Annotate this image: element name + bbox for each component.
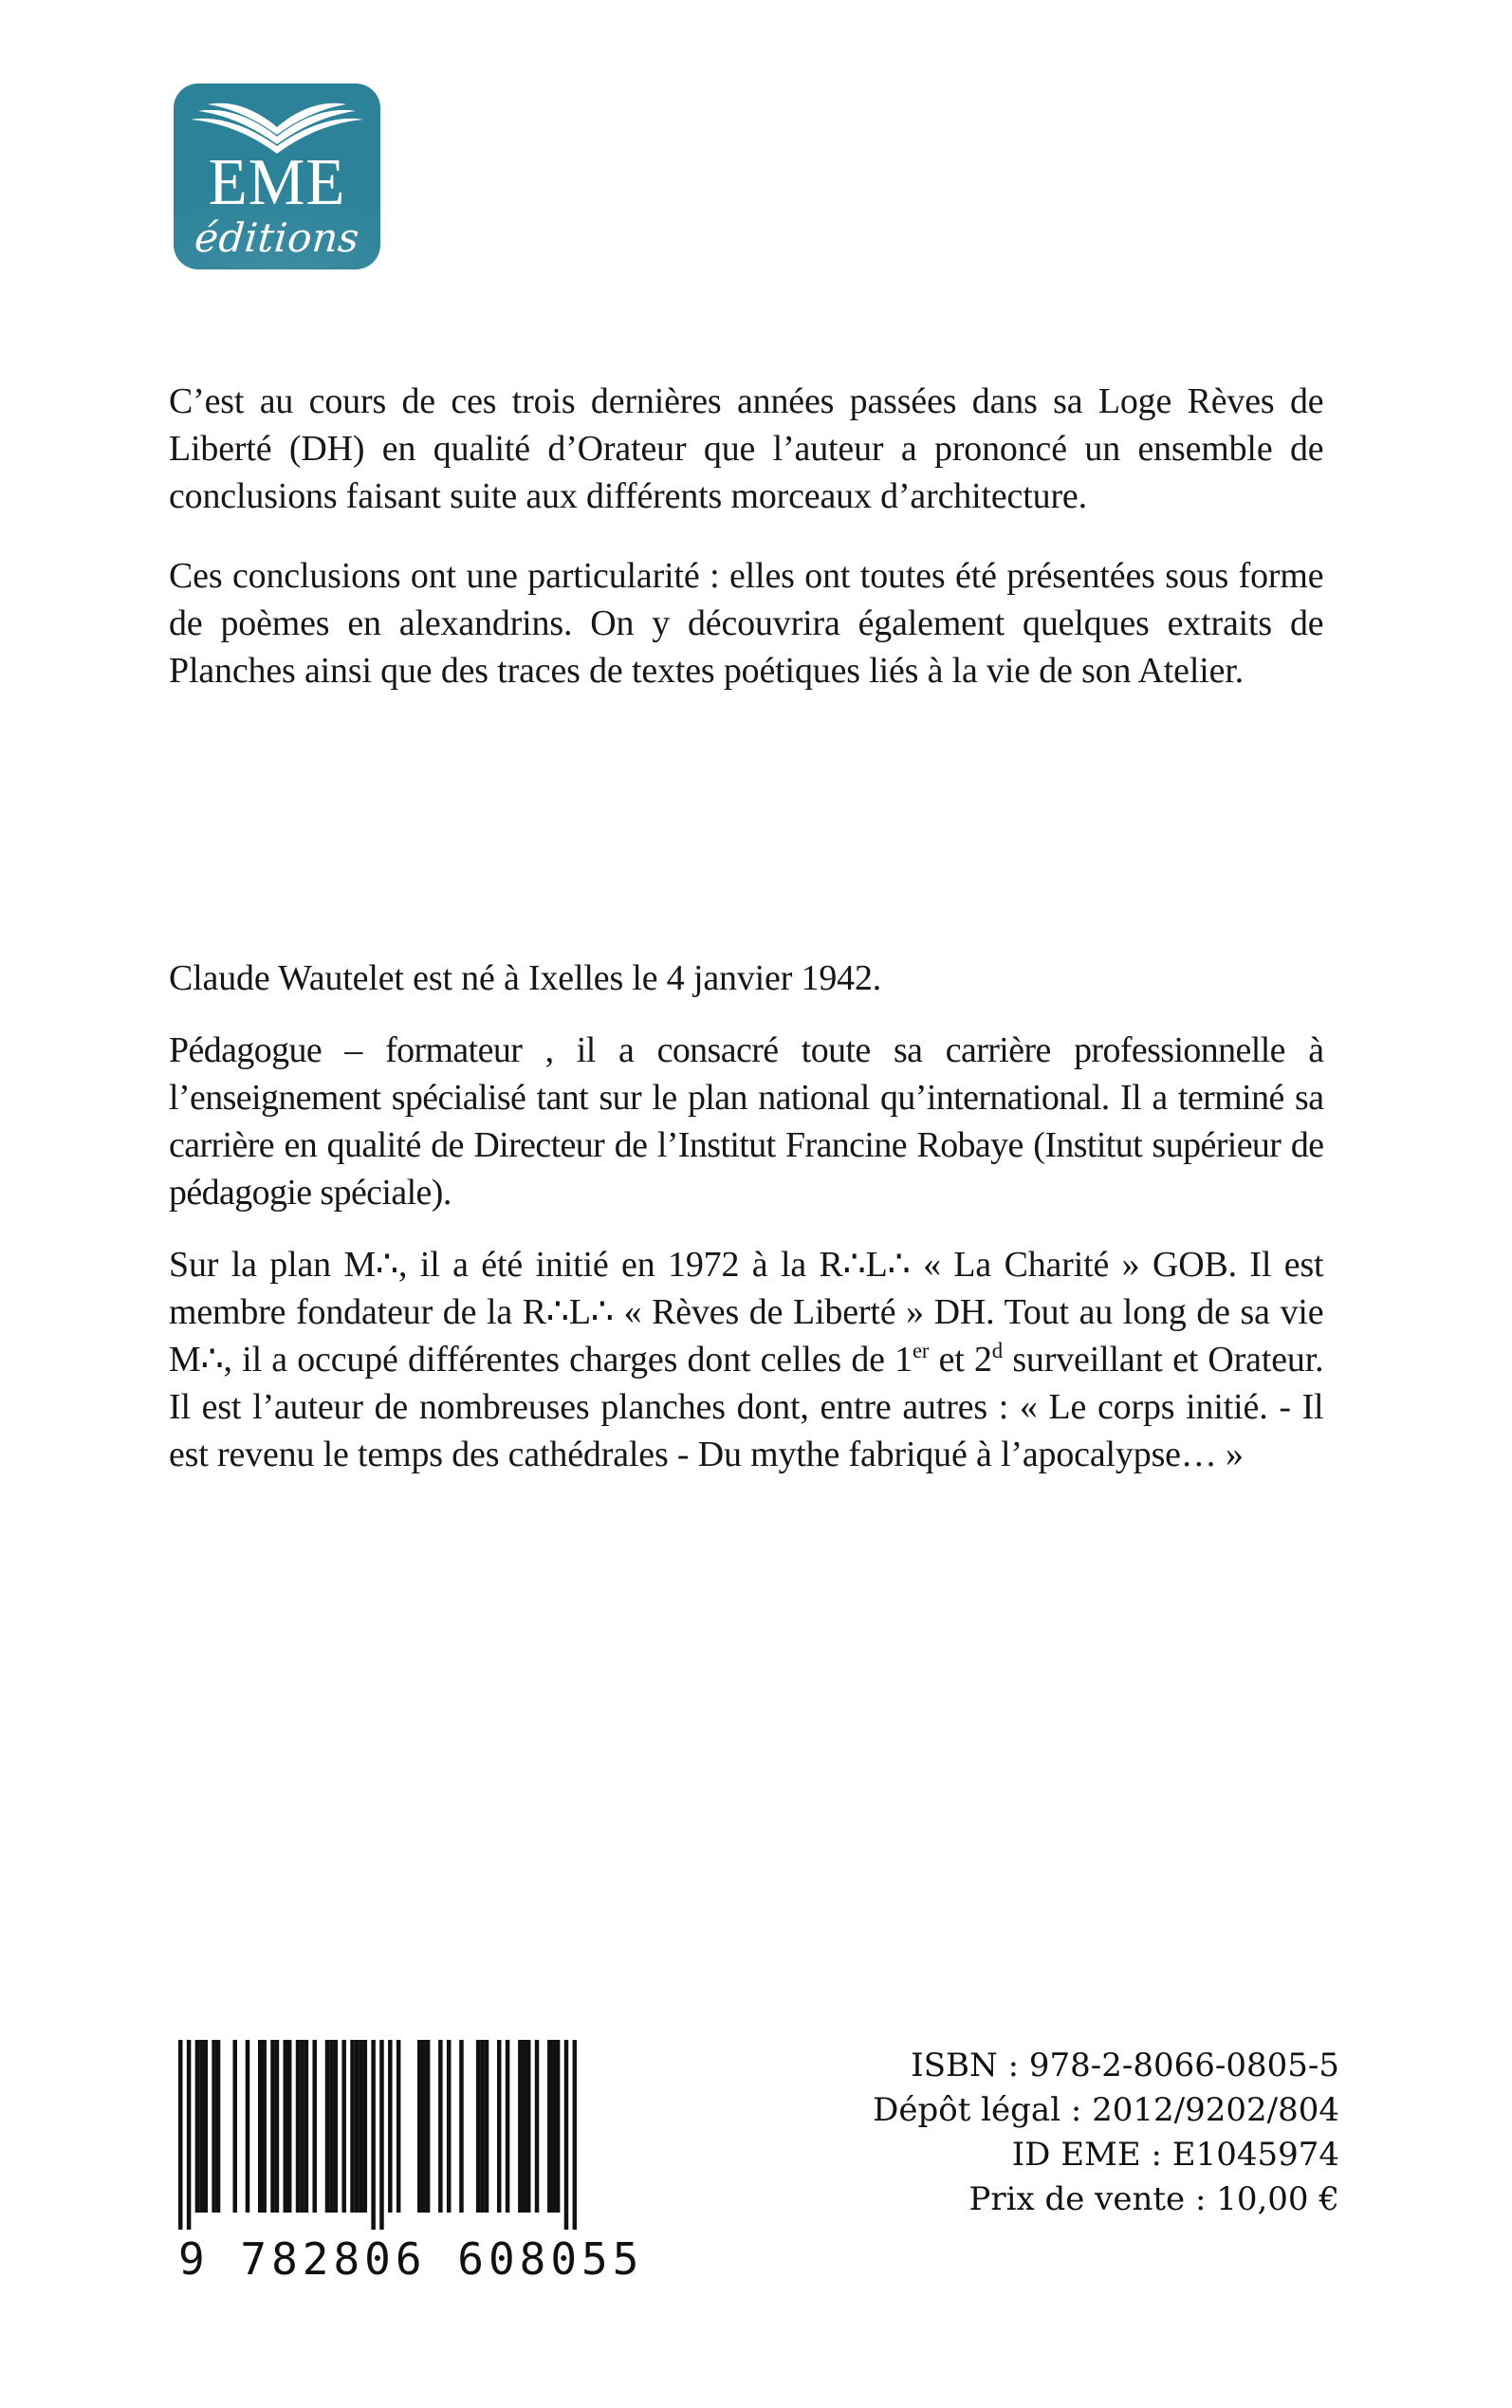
eme-id-line: ID EME : E1045974 (1011, 2136, 1339, 2174)
ean13-barcode (178, 2040, 644, 2285)
author-career-paragraph: Pédagogue – formateur , il a consacré toute sa carrière professionnelle à l’enseignement spécialisé tant sur le plan national qu’international. Il a terminé sa carrière en qualité de Directeur de l’Institut Francine Robaye (Institut supérieur de pédagogie spéciale). (169, 1030, 1324, 1213)
author-masonic-paragraph (169, 1241, 1323, 1478)
masonic-text-part-3: surveillant et Orateur. Il est l’auteur de nombreuses planches dont, entre autres : « Le corps initié. - Il est revenu le temps des cathédrales - Du mythe fabriqué à l’apocalypse… » (169, 1340, 1324, 1474)
barcode-bars (178, 2040, 577, 2230)
author-birth-line: Claude Wautelet est né à Ixelles le 4 janvier 1942. (169, 958, 882, 998)
masonic-text-part-1: Sur la plan M∴, il a été initié en 1972 à la R∴L∴ « La Charité » GOB. Il est membre fondateur de la R∴L∴ « Rèves de Liberté » DH. Tout au long de sa vie M∴, il a occupé différentes charges dont celles de (169, 1245, 1324, 1380)
imprint-block (873, 2044, 1339, 2222)
masonic-text-part-2: et 2 (929, 1340, 992, 1380)
isbn-line: ISBN : 978-2-8066-0805-5 (911, 2047, 1339, 2084)
blurb-section (169, 378, 1341, 695)
price-line: Prix de vente : 10,00 € (968, 2180, 1339, 2218)
masonic-ordinal-first-number: 1 (894, 1340, 913, 1380)
blurb-paragraph-1: C’est au cours de ces trois dernières années passées dans sa Loge Rèves de Liberté (DH) en qualité d’Orateur que l’auteur a prononcé un ensemble de conclusions faisant suite aux différents morceaux d’architecture. (169, 381, 1324, 516)
logo-wordmark: EME (208, 146, 346, 219)
eme-editions-logo (174, 83, 380, 269)
author-biography-section (169, 954, 1341, 1503)
masonic-ordinal-suffix-2: d (991, 1338, 1004, 1363)
masonic-ordinal-suffix-1: er (912, 1338, 930, 1363)
legal-deposit-line: Dépôt légal : 2012/9202/804 (873, 2091, 1339, 2129)
logo-subwordmark: éditions (193, 214, 361, 261)
barcode-human-readable-digits: 9 782806 608055 (178, 2233, 644, 2285)
blurb-paragraph-2: Ces conclusions ont une particularité : elles ont toutes été présentées sous forme de poèmes en alexandrins. On y découvrira également quelques extraits de Planches ainsi que des traces de textes poétiques liés à la vie de son Atelier. (169, 556, 1324, 691)
